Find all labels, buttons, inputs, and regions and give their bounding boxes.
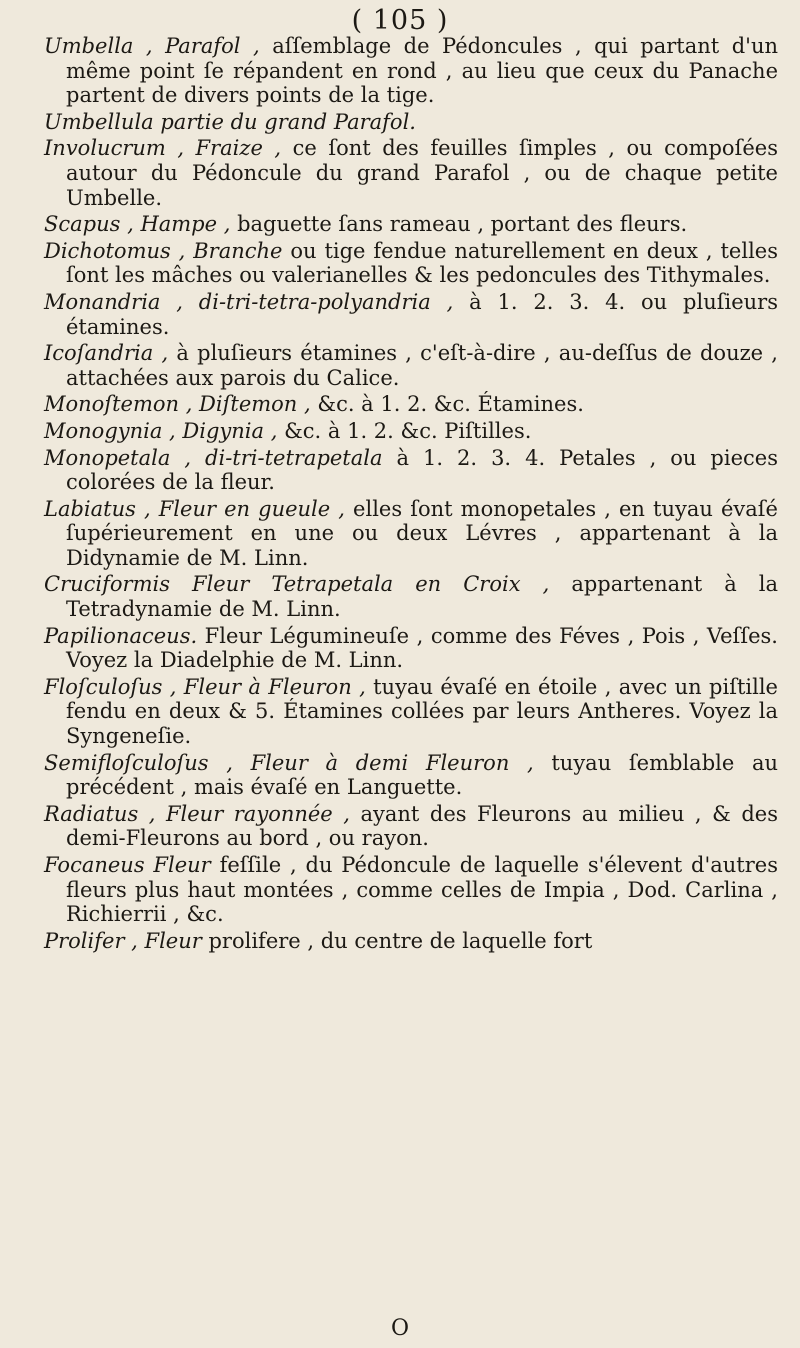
entry-definition: &c. à 1. 2. &c. Piſtilles. <box>284 418 532 443</box>
entry-term: Labiatus , Fleur en gueule , <box>44 496 345 521</box>
entry-definition: aſſemblage de Pédoncules , qui partant d'un même point ſe répandent en rond , au lieu que ceux du Panache partent de divers points de la tige. <box>66 34 778 108</box>
entry-term: Cruciformis Fleur Tetrapetala en Croix , <box>44 572 550 597</box>
entry-term: Involucrum , Fraize , <box>44 136 282 161</box>
glossary-entry-scapus <box>44 212 778 237</box>
glossary-entry-monostemon <box>44 392 778 417</box>
glossary-text <box>44 34 778 955</box>
entry-term: Focaneus Fleur <box>44 853 211 877</box>
glossary-entry-involucrum <box>44 136 778 210</box>
glossary-entry-semiflosculosus <box>44 751 778 800</box>
glossary-entry-monopetala <box>44 446 778 495</box>
entry-term: Monoſtemon , Diſtemon , <box>44 392 311 417</box>
entry-definition: feſſile , du Pédoncule de laquelle s'élevent d'autres fleurs plus haut montées , comme celles de Impia , Dod. Carlina , Richierrii , &c. <box>66 853 778 927</box>
entry-term: Prolifer , Fleur <box>44 928 202 953</box>
entry-term: Dichotomus , Branche <box>44 238 283 263</box>
glossary-entry-flosculosus <box>44 675 778 749</box>
entry-definition: tuyau évaſé en étoile , avec un piſtille fendu en deux & 5. Étamines collées par leurs Antheres. Voyez la Syngeneſie. <box>66 674 778 749</box>
page-number: ( 105 ) <box>351 5 449 36</box>
entry-definition: à 1. 2. 3. 4. ou pluſieurs étamines. <box>66 289 778 339</box>
glossary-entry-cruciformis <box>44 572 778 621</box>
glossary-entry-dichotomus <box>44 239 778 288</box>
entry-definition: tuyau ſemblable au précédent , mais évaſé en Languette. <box>66 750 778 800</box>
glossary-entry-umbellula <box>44 110 778 135</box>
entry-term: Papilionaceus. <box>44 623 198 648</box>
glossary-entry-umbella <box>44 34 778 108</box>
entry-definition: Fleur Légumineuſe , comme des Féves , Pois , Veſſes. Voyez la Diadelphie de M. Linn. <box>66 623 778 673</box>
entry-definition: elles ſont monopetales , en tuyau évaſé ſupérieurement en une ou deux Lévres , appartenant à la Didynamie de M. Linn. <box>66 496 778 570</box>
entry-definition: ce ſont des feuilles ſimples , ou compoſées autour du Pédoncule du grand Parafol , ou de chaque petite Umbelle. <box>66 136 778 210</box>
entry-term: Icoſandria , <box>44 341 169 366</box>
entry-term: Semifloſculoſus , Fleur à demi Fleuron , <box>44 750 534 775</box>
glossary-entry-monogynia <box>44 419 778 444</box>
catchword: O <box>390 1316 410 1341</box>
entry-term: Umbella , Parafol , <box>44 34 260 58</box>
glossary-entry-labiatus <box>44 497 778 571</box>
glossary-entry-papilionaceus <box>44 624 778 673</box>
entry-definition: prolifere , du centre de laquelle fort <box>208 928 593 953</box>
entry-term: Umbellula partie du grand Parafol. <box>44 109 416 134</box>
glossary-entry-monandria <box>44 290 778 339</box>
entry-definition: ayant des Fleurons au milieu , & des demi-Fleurons au bord , ou rayon. <box>66 801 778 851</box>
entry-definition: &c. à 1. 2. &c. Étamines. <box>317 392 584 417</box>
glossary-entry-prolifer <box>44 929 778 954</box>
entry-definition: ou tige fendue naturellement en deux , telles ſont les mâches ou valerianelles & les pedoncules des Tithymales. <box>66 238 778 288</box>
entry-term: Monandria , di-tri-tetra-polyandria , <box>44 289 454 314</box>
entry-term: Radiatus , Fleur rayonnée , <box>44 801 350 826</box>
entry-term: Monopetala , di-tri-tetrapetala <box>44 445 383 470</box>
glossary-entry-focaneus <box>44 853 778 927</box>
entry-definition: appartenant à la Tetradynamie de M. Linn. <box>66 572 778 622</box>
entry-definition: à pluſieurs étamines , c'eſt-à-dire , au-deſſus de douze , attachées aux parois du Calice. <box>66 341 778 390</box>
entry-term: Monogynia , Digynia , <box>44 418 278 443</box>
entry-definition: baguette ſans rameau , portant des fleurs. <box>237 212 688 237</box>
entry-term: Scapus , Hampe , <box>44 212 231 237</box>
glossary-entry-radiatus <box>44 802 778 851</box>
entry-term: Floſculoſus , Fleur à Fleuron , <box>44 674 366 699</box>
entry-definition: à 1. 2. 3. 4. Petales , ou pieces colorées de la fleur. <box>66 445 778 495</box>
glossary-entry-icosandria <box>44 341 778 390</box>
